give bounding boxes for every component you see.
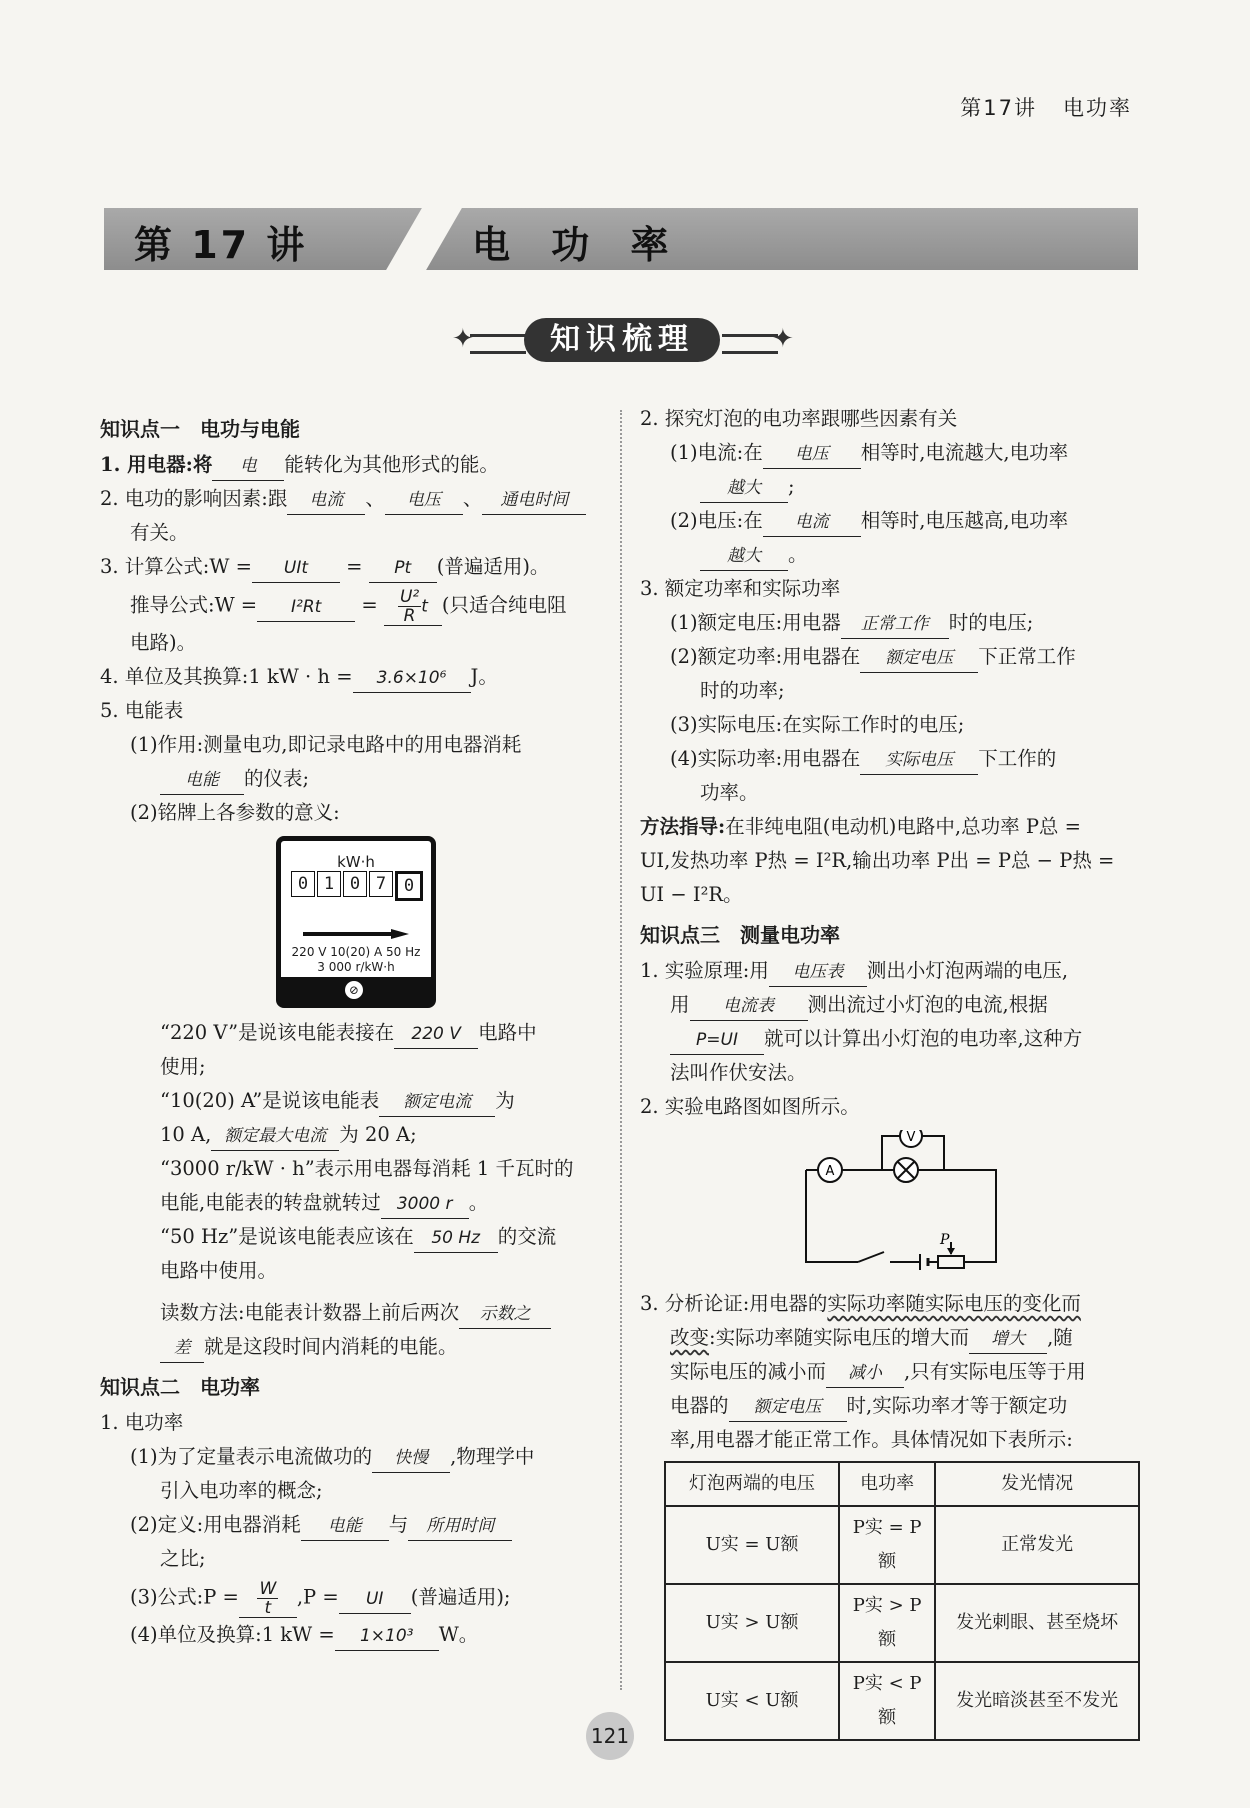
meter-spec: 220 V 10(20) A 50 Hz 3 000 r/kW·h [291, 945, 421, 974]
answer-blank: 1×10³ [335, 1622, 439, 1651]
banner-slash [386, 208, 462, 270]
meter-digit: 1 [317, 871, 341, 897]
k2-title: 知识点二 电功率 [100, 1375, 260, 1399]
k1-line4: 4. 单位及其换算:1 kW · h = 3.6×10⁶ J。 [100, 660, 600, 694]
voltmeter-label: V [906, 1130, 916, 1145]
answer-blank: 电能 [301, 1512, 389, 1541]
k1-line5: 5. 电能表 [100, 699, 184, 722]
answer-blank: 减小 [826, 1359, 904, 1388]
answer-blank: 220 V [394, 1020, 478, 1049]
answer-blank: 电压 [385, 486, 463, 515]
r-s2-1: (1)电流:在 电压 相等时,电流越大,电功率 [640, 436, 1140, 470]
meter-unit: kW·h [337, 853, 375, 871]
decor-lines [470, 334, 526, 354]
meter-digit: 0 [395, 871, 423, 901]
k2-bb: 之比; [160, 1547, 206, 1570]
k1-p4b: 电路中使用。 [160, 1259, 278, 1282]
k1-line1: 1. 用电器:将 电 能转化为其他形式的能。 [100, 448, 600, 482]
answer-blank: $\frac{\text{U²}}{R}$ t [384, 588, 442, 626]
answer-blank: Pt [369, 554, 437, 583]
r-s2-1b: 越大 ; [640, 470, 1140, 504]
answer-blank: 电流 [763, 508, 861, 537]
k1-p2: “10(20) A”是说该电能表 额定电流 为 [100, 1084, 600, 1118]
answer-blank: 额定电压 [860, 644, 978, 673]
k1-line2: 2. 电功的影响因素:跟 电流 、 电压 、 通电时间 [100, 482, 600, 516]
k2-line1: 1. 电功率 [100, 1411, 184, 1434]
table-cell: P实 = P额 [839, 1506, 935, 1584]
k3-e1d: 法叫作伏安法。 [670, 1061, 807, 1084]
table-row [665, 1584, 1139, 1662]
k3-e3: 3. 分析论证:用电器的实际功率随实际电压的变化而 [640, 1292, 1081, 1315]
answer-blank: 差 [160, 1334, 204, 1363]
column-divider [620, 410, 622, 1690]
answer-blank: 通电时间 [482, 486, 586, 515]
star-icon: ✦ [772, 324, 794, 354]
r-s2: 2. 探究灯泡的电功率跟哪些因素有关 [640, 407, 958, 430]
k1-line2b: 有关。 [130, 521, 189, 544]
star-icon: ✦ [452, 324, 474, 354]
k2-d: (4)单位及换算:1 kW = 1×10³ W。 [100, 1618, 600, 1652]
answer-blank: 越大 [700, 542, 788, 571]
k1-p3b: 电能,电能表的转盘就转过 3000 r 。 [100, 1186, 600, 1220]
k3-title: 知识点三 测量电功率 [640, 923, 840, 947]
k2-ab: 引入电功率的概念; [160, 1479, 323, 1502]
table-cell: U实 > U额 [665, 1584, 839, 1662]
table-cell: 发光刺眼、甚至烧坏 [935, 1584, 1139, 1662]
power-table [664, 1461, 1140, 1741]
k1-readb: 差 就是这段时间内消耗的电能。 [100, 1330, 600, 1364]
answer-blank: 电压表 [769, 958, 867, 987]
k3-e3c: 实际电压的减小而 减小 ,只有实际电压等于用 [640, 1355, 1140, 1389]
r-s3-2b: 时的功率; [700, 679, 785, 702]
energy-meter-figure [276, 836, 436, 1008]
answer-blank: 增大 [969, 1325, 1047, 1354]
table-cell: U实 = U额 [665, 1506, 839, 1584]
meter-digit: 0 [291, 871, 315, 897]
answer-blank: 额定电流 [379, 1088, 495, 1117]
section-badge-label: 知识梳理 [524, 318, 720, 362]
r-s3-2: (2)额定功率:用电器在 额定电压 下正常工作 [640, 640, 1140, 674]
meter-digit: 0 [343, 871, 367, 897]
left-column [100, 406, 600, 1652]
answer-blank [239, 1580, 297, 1618]
table-header: 发光情况 [935, 1462, 1139, 1506]
k3-e1c: P=UI 就可以计算出小灯泡的电功率,这种方 [640, 1022, 1140, 1056]
r-s3-4: (4)实际功率:用电器在 实际电压 下工作的 [640, 742, 1140, 776]
k1-p3: “3000 r/kW · h”表示用电器每消耗 1 千瓦时的 [160, 1157, 574, 1180]
k2-c: (3)公式:P = $\frac{W}{t}$ ,P = UI (普遍适用); [130, 1579, 511, 1618]
table-header: 电功率 [839, 1462, 935, 1506]
answer-blank: 3000 r [381, 1190, 469, 1219]
screw-icon: ⊘ [345, 981, 363, 999]
running-header [960, 92, 1132, 122]
k1-line3c: 电路)。 [130, 631, 197, 654]
answer-blank: I²Rt [257, 593, 355, 622]
table-cell: U实 < U额 [665, 1662, 839, 1740]
r-s3-1: (1)额定电压:用电器 正常工作 时的电压; [640, 606, 1140, 640]
answer-blank: 示数之 [459, 1300, 551, 1329]
rotor-arrow-icon [301, 929, 411, 939]
r-s2-2b: 越大 。 [640, 538, 1140, 572]
answer-blank: 快慢 [372, 1444, 450, 1473]
k1-line5-1b: 电能 的仪表; [100, 762, 600, 796]
k1-title: 知识点一 电功与电能 [100, 417, 300, 441]
r-s2-2: (2)电压:在 电流 相等时,电压越高,电功率 [640, 504, 1140, 538]
table-cell: 发光暗淡甚至不发光 [935, 1662, 1139, 1740]
r-s3-4b: 功率。 [700, 781, 759, 804]
method-guide: 方法指导:在非纯电阻(电动机)电路中,总功率 P总 = [640, 815, 1081, 838]
right-column [640, 402, 1140, 1741]
k3-e3d: 电器的 额定电压 时,实际功率才等于额定功 [640, 1389, 1140, 1423]
method-guide-3: UI − I²R。 [640, 883, 743, 906]
k1-read: 读数方法:电能表计数器上前后两次 示数之 [100, 1296, 600, 1330]
answer-blank: 所用时间 [408, 1512, 512, 1541]
answer-blank: 越大 [700, 474, 788, 503]
r-s3: 3. 额定功率和实际功率 [640, 577, 841, 600]
section-badge [452, 316, 792, 366]
page-number: 121 [586, 1712, 634, 1760]
k3-e3e: 率,用电器才能正常工作。具体情况如下表所示: [670, 1428, 1073, 1451]
answer-blank: P=UI [670, 1026, 764, 1055]
method-guide-2: UI,发热功率 P热 = I²R,输出功率 P出 = P总 − P热 = [640, 849, 1115, 872]
k3-e2: 2. 实验电路图如图所示。 [640, 1095, 860, 1118]
k2-a: (1)为了定量表示电流做功的 快慢 ,物理学中 [100, 1440, 600, 1474]
answer-blank: 实际电压 [860, 746, 978, 775]
k1-line3: 3. 计算公式:W = UIt = Pt (普遍适用)。 [100, 550, 600, 584]
table-cell: P实 < P额 [839, 1662, 935, 1740]
decor-lines [722, 334, 778, 354]
table-header-row [665, 1462, 1139, 1506]
table-row [665, 1662, 1139, 1740]
header-topic: 电功率 [1063, 96, 1132, 120]
meter-digit: 7 [369, 871, 393, 897]
meter-digits [291, 871, 423, 901]
answer-blank: 3.6×10⁶ [353, 664, 471, 693]
answer-blank: 50 Hz [414, 1224, 498, 1253]
k1-p2b: 10 A, 额定最大电流 为 20 A; [100, 1118, 600, 1152]
answer-blank: 额定最大电流 [211, 1122, 339, 1151]
banner-title: 电 功 率 [472, 223, 683, 267]
table-header: 灯泡两端的电压 [665, 1462, 839, 1506]
k2-b: (2)定义:用电器消耗 电能 与 所用时间 [100, 1508, 600, 1542]
banner-lecture: 第 17 讲 [134, 223, 308, 267]
answer-blank: UI [339, 1585, 411, 1614]
answer-blank: 正常工作 [841, 610, 949, 639]
fraction: $\frac{W}{t}$ [259, 1579, 277, 1618]
r-s3-3: (3)实际电压:在实际工作时的电压; [670, 713, 965, 736]
table-row [665, 1506, 1139, 1584]
k3-e1: 1. 实验原理:用 电压表 测出小灯泡两端的电压, [640, 954, 1140, 988]
k1-line5-2: (2)铭牌上各参数的意义: [130, 801, 340, 824]
k1-p4: “50 Hz”是说该电能表应该在 50 Hz 的交流 [100, 1220, 600, 1254]
table-cell: P实 > P额 [839, 1584, 935, 1662]
k1-line5-1: (1)作用:测量电功,即记录电路中的用电器消耗 [130, 733, 522, 756]
k1-line3b: 推导公式:W = I²Rt = $\frac{\text{U²}}{R}$ t (只适合纯电阻 [130, 587, 567, 626]
answer-blank: 电压 [763, 440, 861, 469]
answer-blank: UIt [252, 554, 340, 583]
answer-blank: 电能 [160, 766, 244, 795]
k3-e1b: 用 电流表 测出流过小灯泡的电流,根据 [640, 988, 1140, 1022]
answer-blank: 电流 [287, 486, 365, 515]
k3-e3b: 改变:实际功率随实际电压的增大而 增大 ,随 [640, 1321, 1140, 1355]
k1-p1: “220 V”是说该电能表接在 220 V 电路中 [100, 1016, 600, 1050]
circuit-diagram [800, 1130, 1000, 1270]
answer-blank: 电流表 [690, 992, 808, 1021]
fraction: $\frac{\text{U²}}{R}$ [399, 587, 420, 626]
answer-blank: 额定电压 [729, 1393, 847, 1422]
chapter-banner [104, 208, 1138, 270]
answer-blank: 电 [212, 452, 284, 481]
ammeter-label: A [825, 1164, 835, 1179]
header-lecture: 第17讲 [960, 96, 1037, 120]
table-cell: 正常发光 [935, 1506, 1139, 1584]
rheostat-label: P [940, 1232, 950, 1248]
k1-p1b: 使用; [160, 1055, 206, 1078]
